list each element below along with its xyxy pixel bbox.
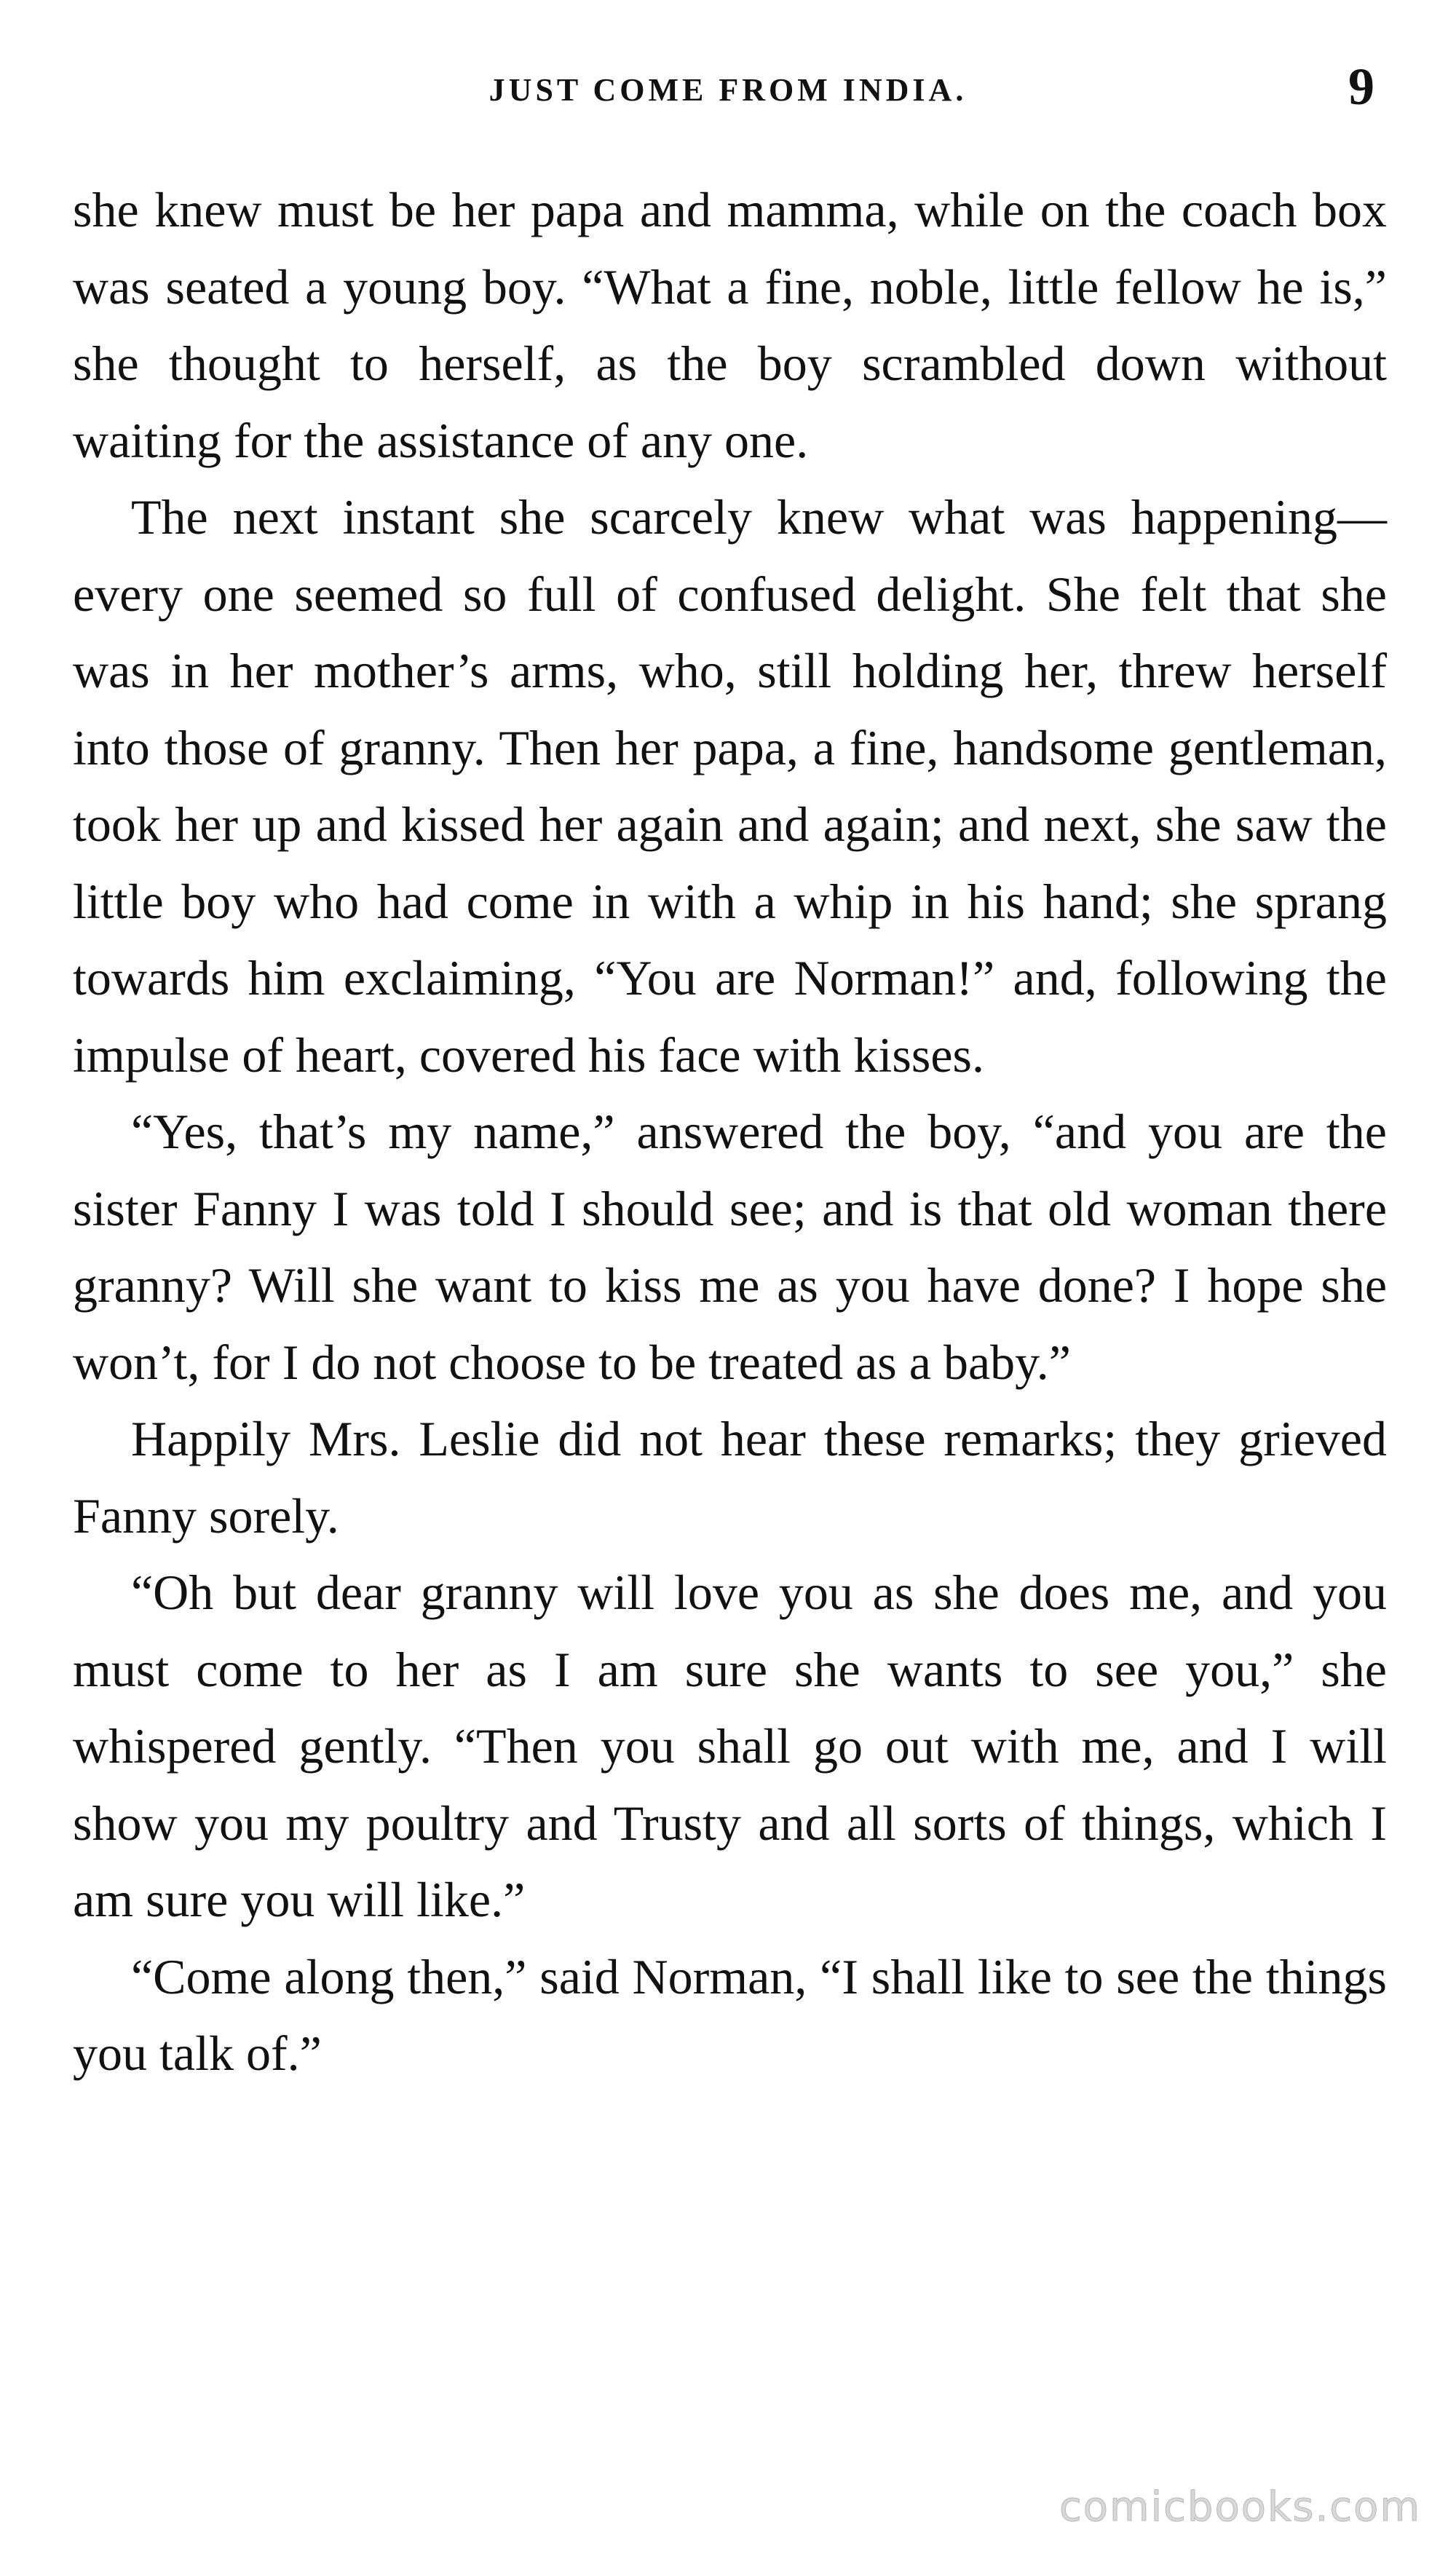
paragraph: The next instant she scarcely knew what was happening—every one seemed so full of confused delight. She felt that she was in her mother’s arms, who, still holding her, threw herself into those of granny. Then her papa, a fine, handsome gentleman, took her up and kissed her again and again; and next, she saw the little boy who had come in with a whip in his hand; she sprang towards him exclaiming, “You are Norman!” and, following the impulse of heart, covered his face with kisses. — [73, 489, 1387, 1083]
paragraph: Happily Mrs. Leslie did not hear these remarks; they grieved Fanny sorely. — [73, 1411, 1387, 1544]
page-number: 9 — [1348, 58, 1374, 116]
paragraph: “Yes, that’s my name,” answered the boy, “and you are the sister Fanny I was told I should see; and is that old woman there granny? Will she want to kiss me as you have done? I hope she won’t, for I do not choose to be treated as a baby.” — [73, 1104, 1387, 1390]
running-title: JUST COME FROM INDIA. — [488, 72, 968, 108]
paragraph-continued: she knew must be her papa and mamma, while on the coach box was seated a young boy. “What a fine, noble, little fellow he is,” she thought to herself, as the boy scrambled down without waiting for the assistance of any one. — [73, 182, 1387, 468]
running-head — [0, 57, 1456, 115]
watermark: comicbooks.com — [1059, 2483, 1421, 2531]
paragraph: “Oh but dear granny will love you as she does me, and you must come to her as I am sure she wants to see you,” she whispered gently. “Then you shall go out with me, and I will show you my poultry and Trusty and all sorts of things, which I am sure you will like.” — [73, 1565, 1387, 1927]
paragraph: “Come along then,” said Norman, “I shall like to see the things you talk of.” — [73, 1948, 1387, 2081]
body-text — [73, 172, 1387, 2092]
